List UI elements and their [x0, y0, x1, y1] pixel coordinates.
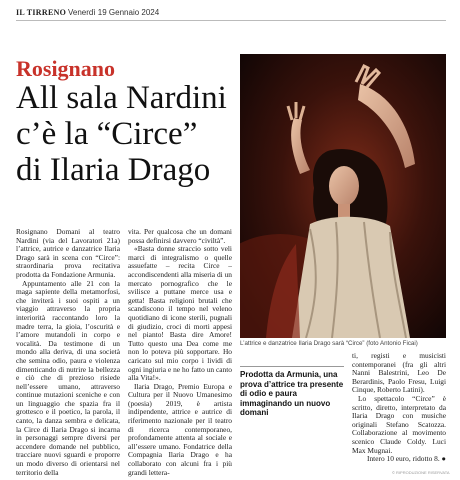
photo-caption: L’attrice e danzatrice Ilaria Drago sarà “Circe” (foto Antonio Ficai) — [240, 340, 418, 347]
headline-line: All sala Nardini — [16, 80, 227, 116]
body-paragraph: ti, registi e musicisti contemporanei (fra gli altri Nanni Balestrini, Leo De Berardinis, Paolo Fresu, Luigi Cinque, Roberto Latini). — [352, 351, 446, 395]
body-paragraph: Appuntamento alle 21 con la maga sapiente della metamorfosi, che inviterà i suoi ospiti a un viaggio attraverso la propria interiorità raccontando loro la madre terra, la gioia, l’oscurità e l’amore mutandoli in corpo e vocalità. Da testimone di un mondo alla deriva, di una società che semina odio, paura e violenza dimenticando di nutrire la bellezza e ciò che di prezioso risiede nell’essere umano, attraverso continue mutazioni sceniche e con un linguaggio che spazia fra il grottesco e il poetico, la parola, il canto, la danza sembra e delicata, la Circe di Ilaria Drago si incarna in personaggi sempre diversi per accendere domande nel pubblico, tracciare nuovi sguardi e proporre un modo diverso di orientarsi nel territorio della — [16, 278, 120, 477]
ticket-info: Intero 10 euro, ridotto 8. ● — [367, 454, 446, 464]
copyright-notice: © RIPRODUZIONE RISERVATA — [392, 470, 450, 475]
article-kicker: Rosignano — [16, 56, 116, 81]
article-photo — [240, 54, 446, 338]
body-paragraph: Lo spettacolo “Circe” è scritto, diretto, interpretato da Ilaria Drago con musiche originali Stefano Scatozza. Collaborazione al movimento scenico Claude Coldy. Luci Max Mugnai. — [352, 393, 446, 455]
performer-photo-illustration — [240, 54, 446, 338]
body-paragraph: Rosignano Domani al teatro Nardini (via del Lavoratori 21a) l’attrice, autrice e danzatrice Ilaria Drago sarà in scena con “Circe”: straordinaria prova recitativa prodotta da Fondazione Armunia. — [16, 227, 120, 279]
headline-line: c’è la “Circe” — [16, 116, 198, 152]
article-headline — [16, 80, 236, 188]
headline-line: di Ilaria Drago — [16, 152, 211, 188]
issue-date: Venerdì 19 Gennaio 2024 — [68, 8, 160, 17]
body-paragraph: «Basta donne straccio sotto veli marci di integralismo o quelle assuefatte – recita Circe – accondiscendenti alla miseria di un mercato pornografico che le svilisce a puttane merce usa e getta! Basta religioni brutali che scandiscono il tempo nel veleno quotidiano di icone sterili, pugnali di giudizio, croci di morti appesi nel pianto! Basta dire Amore! Tutto questo una Dea come me non lo poteva più sopportare. Ho caricato sul mio corpo i lividi di ogni ingiuria e ne ho fatto un canto alla Vita!». — [128, 244, 232, 383]
masthead-logo: IL TIRRENO — [16, 8, 67, 17]
article-column-2 — [128, 228, 232, 477]
article-column-4 — [352, 352, 446, 464]
summary-divider — [240, 366, 344, 367]
body-paragraph: vita. Per qualcosa che un domani possa definirsi davvero “civiltà”. — [128, 227, 232, 245]
article-summary: Prodotta da Armunia, una prova d’attrice tra presente di odio e paura immaginando un nuovo domani — [240, 370, 344, 418]
body-paragraph: Ilaria Drago, Premio Europa e Cultura per il Nuovo Umanesimo (poesia) 2019, è artista indipendente, attrice e autrice di riferimento nazionale per il teatro di ricerca contemporaneo, profondamente attenta al sociale e all’essere umano. Fondatrice della Compagnia Ilaria Drago e ha collaborato con alcuni fra i più grandi lettera- — [128, 381, 232, 477]
header-divider — [16, 20, 446, 21]
article-column-1 — [16, 228, 120, 477]
